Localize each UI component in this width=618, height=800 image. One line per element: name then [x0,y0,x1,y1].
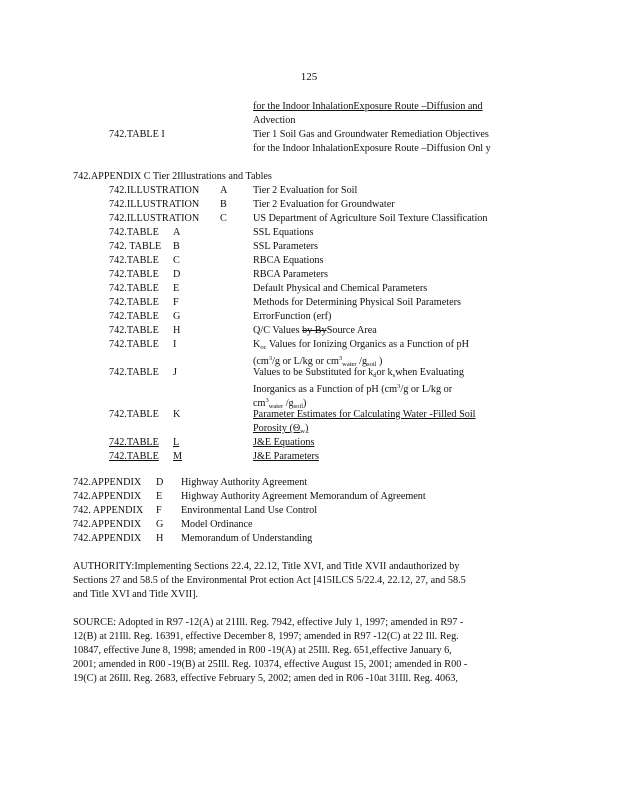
entry-letter: F [173,297,179,308]
entry-title: SSL Equations [253,227,314,238]
source-line: SOURCE: Adopted in R97 -12(A) at 21Ill. Reg. 7942, effective July 1, 1997; amended in R97 - [73,617,464,628]
entry-title: US Department of Agriculture Soil Texture Classification [253,213,488,224]
entry-label: 742.APPENDIX [73,491,142,502]
entry-label: 742.ILLUSTRATION [109,199,200,210]
entry-title: for the Indoor InhalationExposure Route –Diffusion Onl y [253,143,491,154]
entry-title: J&E Equations [253,437,315,448]
entry-letter: D [156,477,164,488]
entry-title: Highway Authority Agreement Memorandum of Agreement [181,491,426,502]
entry-title: Values to be Substituted for $k_dor$ $k_swhen$ Evaluating [253,367,464,379]
entry-title: Q/C Values by BySource Area [253,325,377,336]
source-line: 12(B) at 21Ill. Reg. 16391, effective December 8, 1997; amended in R97 -12(C) at 22 Ill. Reg. [73,631,459,642]
entry-label: 742.APPENDIX [73,477,142,488]
entry-label: 742.TABLE [109,367,159,378]
entry-letter: J [173,367,177,378]
page-number: 125 [300,71,318,83]
entry-label: 742.TABLE [109,255,159,266]
entry-letter: A [220,185,228,196]
entry-letter: C [220,213,227,224]
entry-label: 742.TABLE [109,227,159,238]
entry-title: Default Physical and Chemical Parameters [253,283,428,294]
entry-title: Tier 1 Soil Gas and Groundwater Remediation Objectives [253,129,489,140]
entry-title: $K_{oc}$ Values for Ionizing Organics as a Function of pH [253,339,469,351]
entry-label: 742. TABLE [109,241,162,252]
entry-label: 742.TABLE [109,269,159,280]
entry-letter: H [173,325,181,336]
entry-letter: K [173,409,181,420]
entry-title: ErrorFunction (erf) [253,311,332,322]
entry-label: 742.TABLE [109,311,159,322]
entry-title: Parameter Estimates for Calculating Water -Filled Soil [253,409,476,420]
source-paragraph [73,616,533,686]
authority-paragraph [73,560,533,602]
entry-label: 742.ILLUSTRATION [109,185,200,196]
entry-letter: L [173,437,180,448]
entry-title: Model Ordinance [181,519,253,530]
entry-title: Porosity $(\Theta_w)$ [253,423,309,435]
entry-title: RBCA Equations [253,255,324,266]
entry-letter: F [156,505,162,516]
entry-letter: C [173,255,180,266]
entry-title: Methods for Determining Physical Soil Parameters [253,297,461,308]
entry-label: 742.ILLUSTRATION [109,213,200,224]
authority-line: AUTHORITY:Implementing Sections 22.4, 22.12, Title XVI, and Title XVII andauthorized by [73,561,460,572]
entry-title: Environmental Land Use Control [181,505,318,516]
entry-label: 742.APPENDIX [73,533,142,544]
entry-title: Advection [253,115,296,126]
entry-title: Tier 2 Evaluation for Soil [253,185,358,196]
authority-line: and Title XVI and Title XVII]. [73,589,199,600]
entry-letter: B [173,241,180,252]
entry-title: Inorganics as a Function of pH ($cm^3/g$ or L/kg or [253,383,453,395]
entry-label: 742. APPENDIX [73,505,144,516]
struck-text: by By [302,325,327,336]
entry-letter: I [173,339,177,350]
entry-label: 742.TABLE [109,437,159,448]
heading-text: 742.APPENDIX C Tier 2Illustrations and Tables [73,171,272,182]
source-line: 2001; amended in R00 -19(B) at 25Ill. Reg. 10374, effective August 15, 2001; amended in R00 - [73,659,468,670]
entry-letter: E [156,491,163,502]
entry-label: 742.TABLE [109,451,159,462]
entry-title: $cm^3_{water}$ $/g_{soil}$) [253,397,307,410]
entry-letter: G [156,519,164,530]
entry-title: Highway Authority Agreement [181,477,308,488]
entry-label: 742.TABLE [109,283,159,294]
entry-label: 742.TABLE [109,297,159,308]
entry-label: 742.TABLE [109,409,159,420]
entry-title: for the Indoor InhalationExposure Route –Diffusion and [253,101,483,112]
entry-label: 742.APPENDIX [73,519,142,530]
entry-letter: A [173,227,181,238]
entry-letter: G [173,311,181,322]
entry-letter: D [173,269,181,280]
entry-title: RBCA Parameters [253,269,328,280]
entry-letter: H [156,533,164,544]
entry-title: J&E Parameters [253,451,319,462]
entry-letter: B [220,199,227,210]
entry-label: 742.TABLE I [109,129,165,140]
source-line: 19(C) at 26Ill. Reg. 2683, effective February 5, 2002; amen ded in R06 -10at 31Ill. Reg. 4063, [73,673,458,684]
entry-letter: E [173,283,180,294]
entry-title: Tier 2 Evaluation for Groundwater [253,199,395,210]
authority-line: Sections 27 and 58.5 of the Environmental Prot ection Act [415ILCS 5/22.4, 22.12, 27, and 58.5 [73,575,466,586]
entry-title: ($cm^3/g$ or L/kg or $cm^3_{water}$ $/g_{soil}$ ) [253,355,383,368]
entry-title: Memorandum of Understanding [181,533,313,544]
entry-title: SSL Parameters [253,241,318,252]
entry-label: 742.TABLE [109,339,159,350]
entry-letter: M [173,451,183,462]
source-line: 10847, effective June 8, 1998; amended in R00 -19(A) at 25Ill. Reg. 651,effective January 6, [73,645,452,656]
entry-label: 742.TABLE [109,325,159,336]
